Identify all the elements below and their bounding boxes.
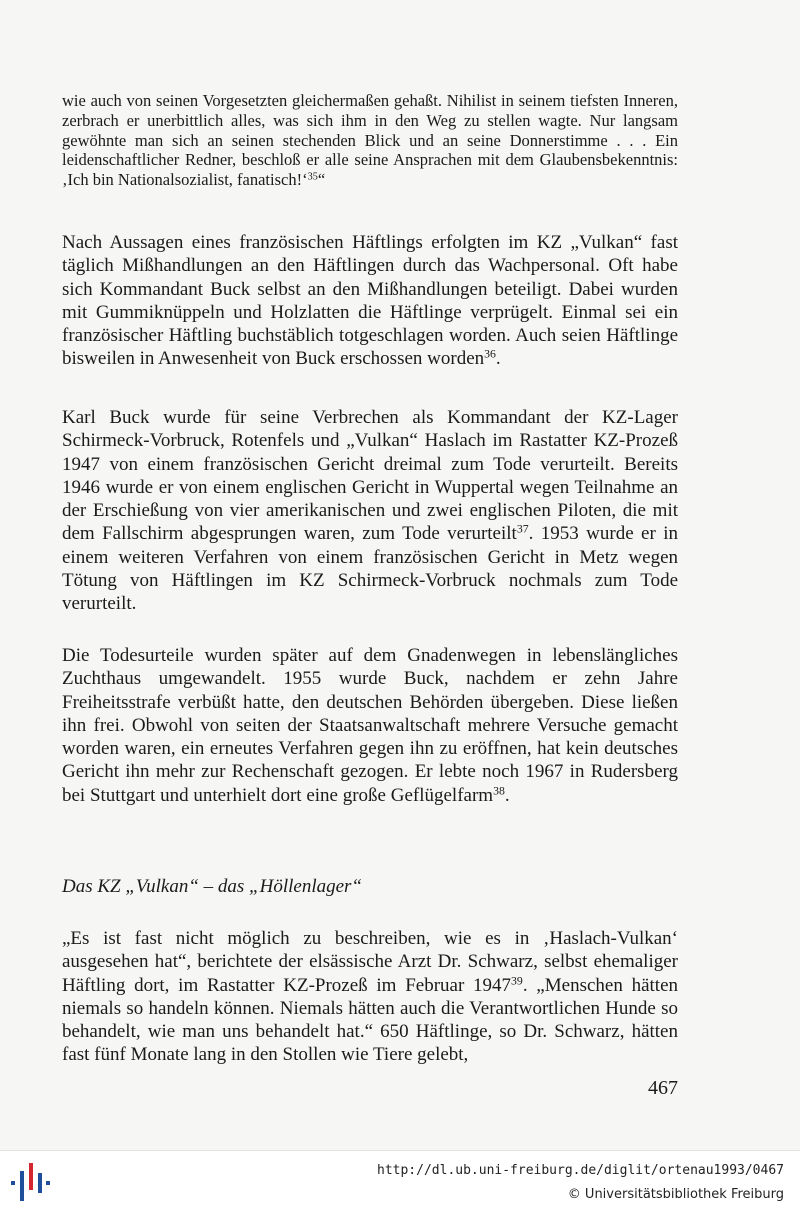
logo-bar-blue-tall — [20, 1171, 24, 1201]
paragraph-1-text: Nach Aussagen eines französischen Häftlings erfolgten im KZ „Vulkan“ fast täglich Mißhandlungen an den Häftlingen durch das Wachpersonal. Oft habe sich Kommandant Buck selbst an den Mißhandlungen beteiligt. Dabei wurden mit Gummiknüppeln und Holzlatten die Häftlinge verprügelt. Einmal sei ein französischer Häftling buchstäblich totgeschlagen worden. Auch seien Häftlinge bisweilen in Anwesenheit von Buck erschossen worden — [62, 232, 678, 370]
footnote-ref-36[interactable]: 36 — [484, 348, 496, 362]
paragraph-1 — [62, 231, 678, 371]
footnote-ref-37[interactable]: 37 — [516, 523, 529, 537]
paragraph-3-end: . — [504, 784, 510, 806]
paragraph-2 — [62, 406, 678, 616]
paragraph-4 — [62, 927, 678, 1067]
paragraph-3-text: Die Todesurteile wurden später auf dem Gnadenwegen in lebenslängliches Zuchthaus umgewandelt. 1955 wurde Buck, nachdem er zehn Jahre Freiheitsstrafe verbüßt hatte, den deutschen Behörden übergeben. Diese ließen ihn frei. Obwohl von seiten der Staatsanwaltschaft mehrere Versuche gemacht worden waren, ein erneutes Verfahren gegen ihn zu eröffnen, hat kein deutsches Gericht ihn mehr zur Rechenschaft gezogen. Er lebte noch 1967 in Rudersberg bei Stuttgart und unterhielt dort eine große Geflügelfarm — [62, 645, 678, 806]
logo-bar-blue-right — [46, 1181, 50, 1185]
page-number: 467 — [648, 1077, 678, 1099]
ub-freiburg-logo-icon[interactable] — [8, 1161, 52, 1203]
permalink-url[interactable]: http://dl.ub.uni-freiburg.de/diglit/ortenau1993/0467 — [377, 1163, 784, 1178]
paragraph-2-text-a: Karl Buck wurde für seine Verbrechen als Kommandant der KZ-Lager Schirmeck-Vorbruck, Rotenfels und „Vulkan“ Haslach im Rastatter KZ-Prozeß 1947 von einem französischen Gericht dreimal zum Tode verurteilt. Bereits 1946 wurde er von einem englischen Gericht in Wuppertal wegen Teilnahme an der Erschießung von vier amerikanischen und zwei englischen Piloten, die mit dem Fallschirm abgesprungen waren, zum Tode verurteilt — [62, 407, 678, 545]
logo-bar-blue-mid — [38, 1173, 42, 1193]
library-footer — [0, 1150, 800, 1214]
quote-text: wie auch von seinen Vorgesetzten gleichermaßen gehaßt. Nihilist in seinem tiefsten Inneren, zerbrach er unerbittlich alles, was sich ihm in den Weg zu stellen wagte. Nur langsam gewöhnte man sich an seinen stechenden Blick und an seine Donnerstimme . . . Ein leidenschaftlicher Redner, beschloß er alle seine Ansprachen mit dem Glaubensbekenntnis: ‚Ich bin Nationalsozialist, fanatisch!‘ — [62, 91, 678, 190]
section-heading: Das KZ „Vulkan“ – das „Höllenlager“ — [62, 876, 362, 897]
paragraph-1-end: . — [495, 348, 501, 370]
footnote-ref-35[interactable]: 35 — [307, 171, 318, 183]
paragraph-2-text-b: . 1953 wurde er in einem weiteren Verfahren von einem französischen Gericht in Metz wegen Tötung von Häftlingen im KZ Schirmeck-Vorbruck nochmals zum Tode verurteilt. — [62, 523, 678, 615]
quote-block — [62, 91, 678, 190]
footnote-ref-38[interactable]: 38 — [493, 784, 505, 798]
paragraph-3 — [62, 644, 678, 807]
copyright-notice: © Universitätsbibliothek Freiburg — [567, 1187, 784, 1202]
paragraph-4-text-a: „Es ist fast nicht möglich zu beschreiben, wie es in ‚Haslach-Vulkan‘ ausgesehen hat“, berichtete der elsässische Arzt Dr. Schwarz, selbst ehemaliger Häftling dort, im Rastatter KZ-Prozeß im Februar 1947 — [62, 928, 678, 996]
logo-bar-red — [29, 1163, 33, 1190]
footnote-ref-39[interactable]: 39 — [511, 974, 523, 988]
quote-closing-mark: “ — [317, 170, 326, 190]
logo-bar-blue-left — [11, 1181, 15, 1185]
paragraph-4-text-b: . „Menschen hätten niemals so handeln können. Niemals hätten auch die Verantwortlichen Hunde so behandelt, wie man uns behandelt hat.“ 650 Häftlinge, so Dr. Schwarz, hätten fast fünf Monate lang in den Stollen wie Tiere gelebt, — [62, 974, 678, 1066]
